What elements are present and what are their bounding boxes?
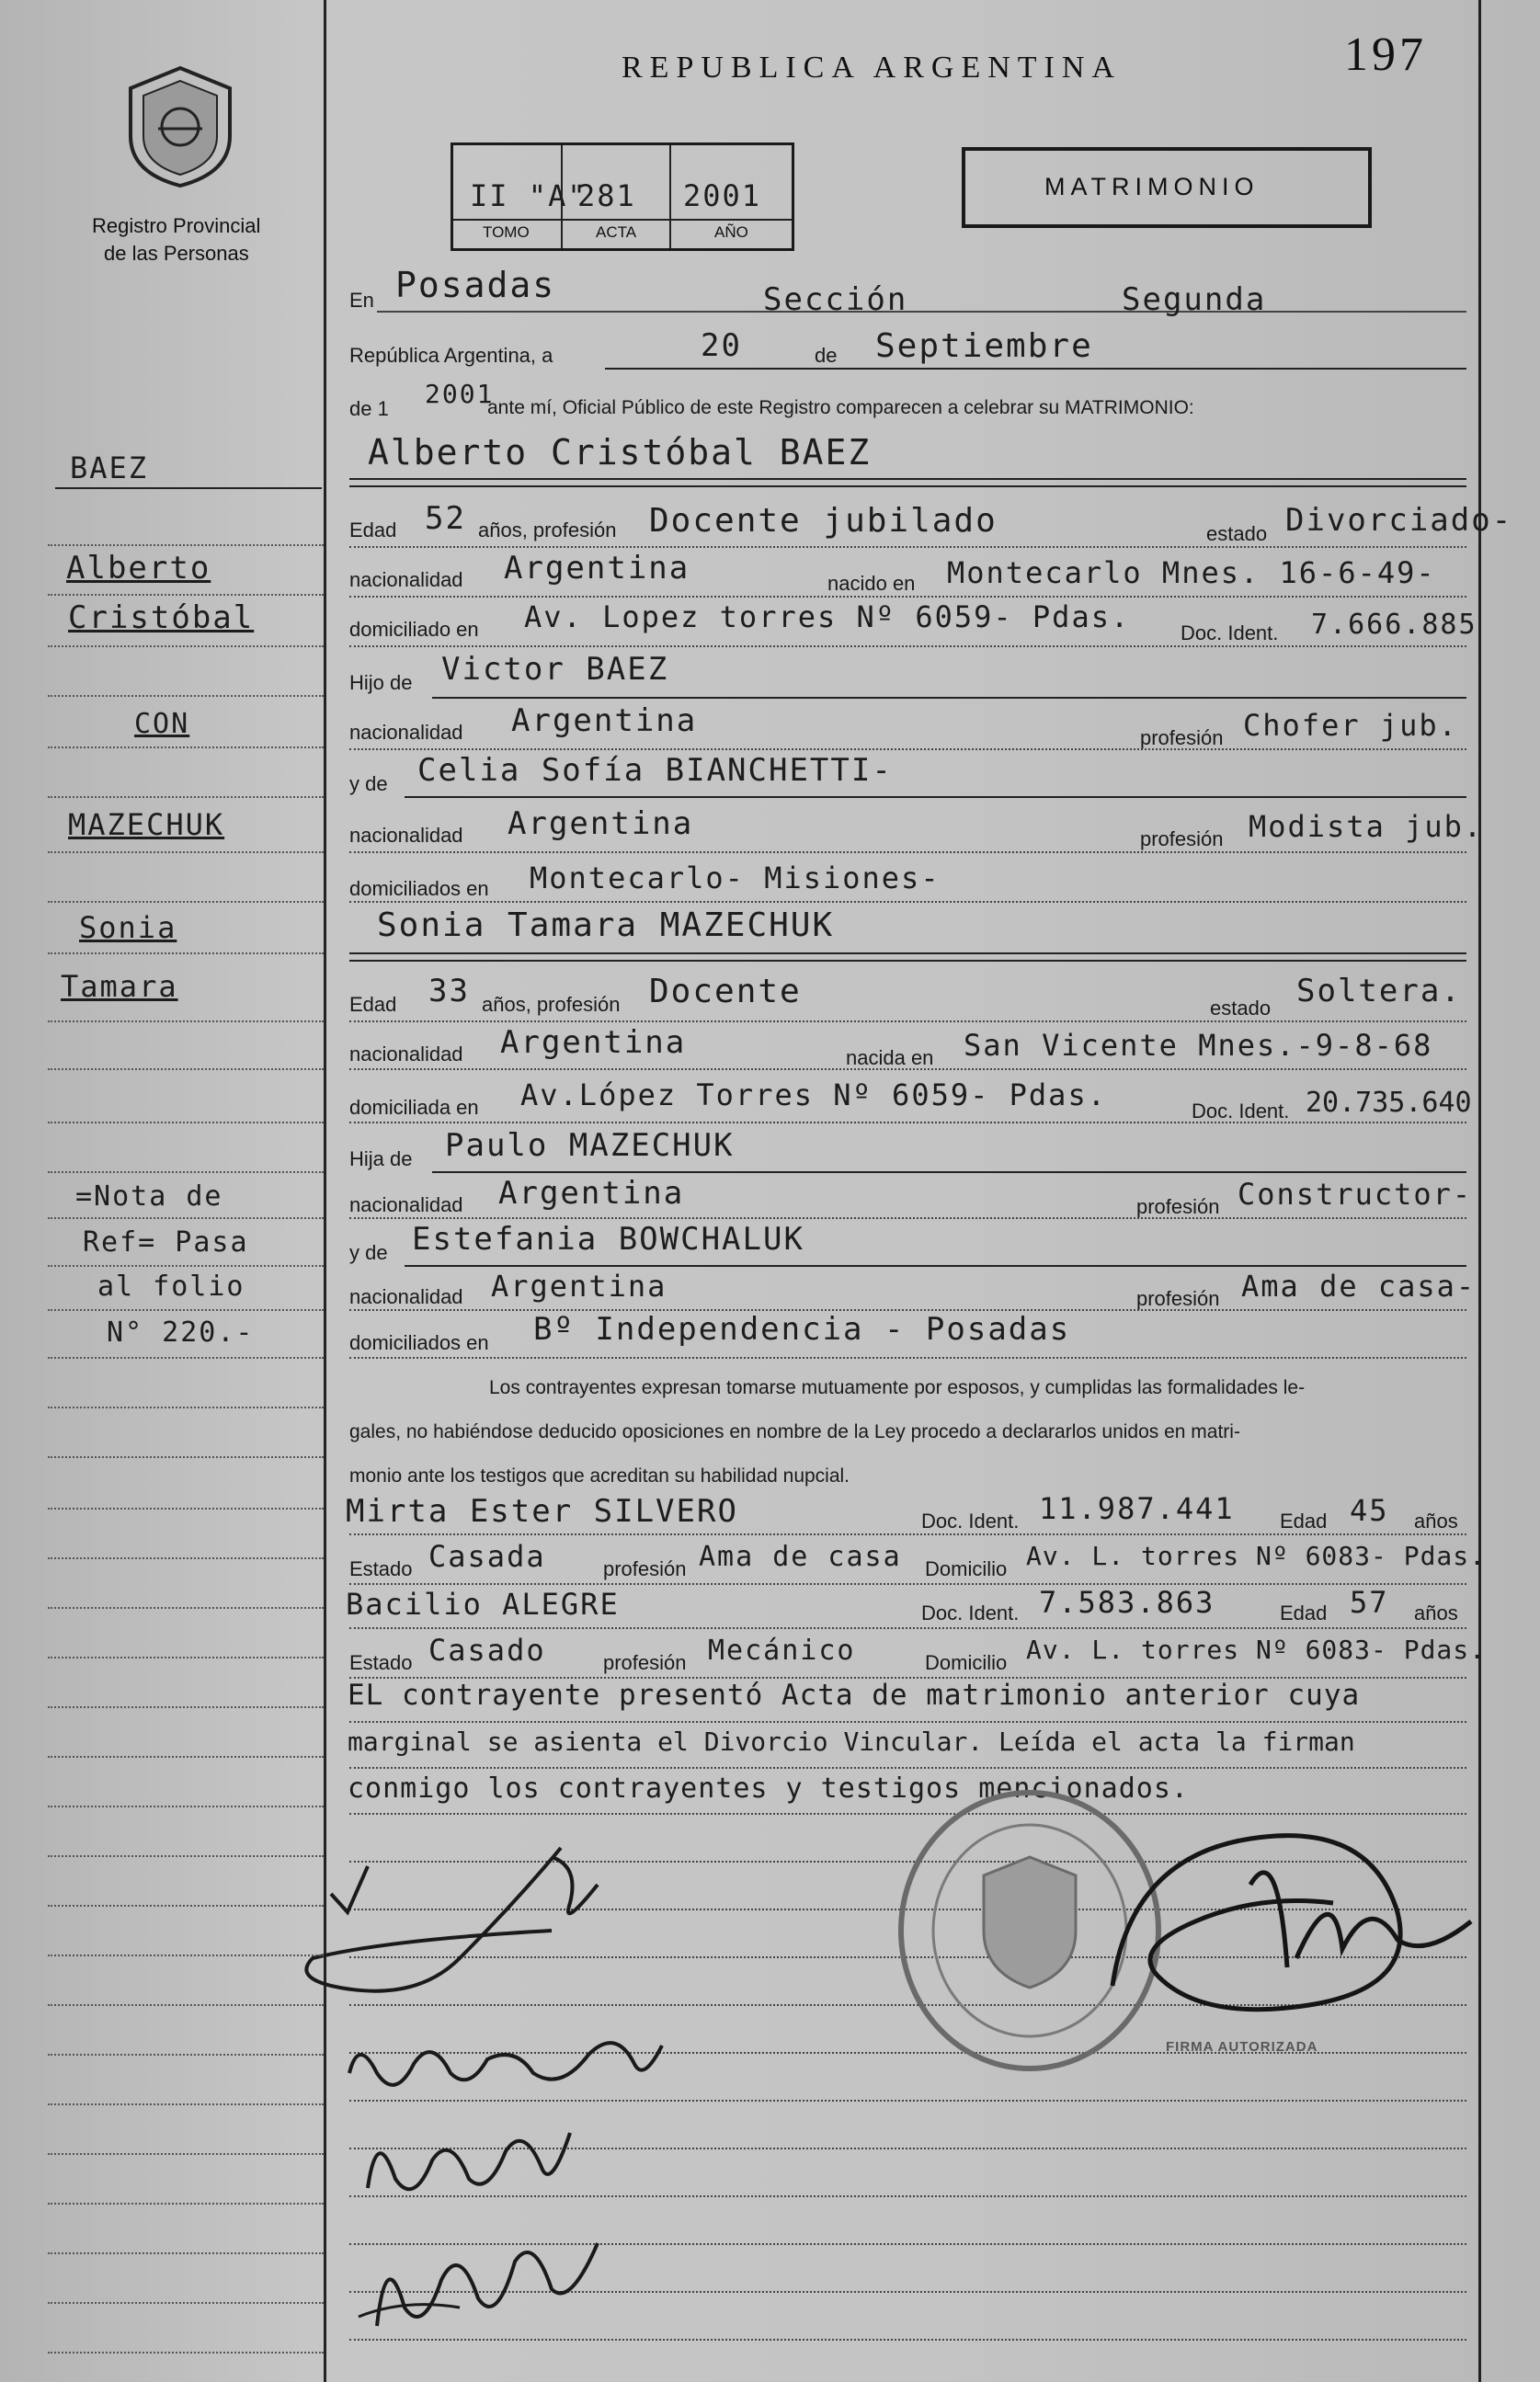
bride-father-prof-label: profesión bbox=[1136, 1195, 1220, 1218]
witness1-edad-label: Edad bbox=[1280, 1510, 1328, 1533]
margin-surname1: BAEZ bbox=[70, 450, 149, 485]
groom-parents-dom-label: domiciliados en bbox=[349, 877, 489, 900]
left-column-rule bbox=[324, 0, 326, 2382]
groom-estado: Divorciado- bbox=[1285, 502, 1513, 539]
groom-father-nac: Argentina bbox=[511, 702, 698, 739]
registry-name-line1: Registro Provincial bbox=[92, 214, 261, 237]
groom-mother-nac: Argentina bbox=[508, 805, 694, 842]
month-value: Septiembre bbox=[875, 327, 1093, 365]
bride-doc: 20.735.640 bbox=[1306, 1087, 1472, 1119]
witness2-doc-label: Doc. Ident. bbox=[921, 1601, 1020, 1624]
witness2-edad: 57 bbox=[1350, 1585, 1389, 1620]
acta-value: 281 bbox=[577, 178, 636, 213]
witness2-edad-label: Edad bbox=[1280, 1601, 1328, 1624]
groom-father-prof-label: profesión bbox=[1140, 726, 1224, 749]
groom-parents-domicilio: Montecarlo- Misiones- bbox=[530, 860, 941, 895]
groom-dom-label: domiciliado en bbox=[349, 618, 479, 641]
ano-label: AÑO bbox=[714, 223, 748, 241]
groom-yde-label: y de bbox=[349, 772, 388, 795]
groom-mother-nac-label: nacionalidad bbox=[349, 824, 463, 847]
bride-estado-label: estado bbox=[1210, 997, 1272, 1020]
groom-edad-label: Edad bbox=[349, 519, 397, 541]
groom-mother-prof-label: profesión bbox=[1140, 827, 1224, 850]
bride-domicilio: Av.López Torres Nº 6059- Pdas. bbox=[520, 1077, 1107, 1112]
groom-doc-label: Doc. Ident. bbox=[1181, 621, 1279, 644]
witness1-domicilio: Av. L. torres Nº 6083- Pdas. bbox=[1026, 1541, 1487, 1571]
bride-hija-label: Hija de bbox=[349, 1147, 413, 1170]
witness2-domicilio: Av. L. torres Nº 6083- Pdas. bbox=[1026, 1635, 1487, 1665]
groom-domicilio: Av. Lopez torres Nº 6059- Pdas. bbox=[524, 599, 1131, 634]
groom-edad: 52 bbox=[425, 500, 466, 537]
witness1-domicilio-label: Domicilio bbox=[925, 1557, 1008, 1580]
witness1-estado: Casada bbox=[428, 1539, 546, 1574]
bride-nacida: San Vicente Mnes.-9-8-68 bbox=[964, 1028, 1433, 1063]
bride-anos-profesion-label: años, profesión bbox=[482, 993, 621, 1016]
bride-edad: 33 bbox=[428, 973, 470, 1009]
declaration-line2: gales, no habiéndose deducido oposiciones en nombre de la Ley procedo a declararlos unidos en matri- bbox=[349, 1421, 1240, 1442]
bride-full-name: Sonia Tamara MAZECHUK bbox=[377, 906, 835, 944]
bride-edad-label: Edad bbox=[349, 993, 397, 1016]
bride-estado: Soltera. bbox=[1296, 973, 1462, 1009]
bride-mother: Estefania BOWCHALUK bbox=[412, 1221, 804, 1258]
groom-hijo-label: Hijo de bbox=[349, 671, 413, 694]
groom-estado-label: estado bbox=[1206, 522, 1268, 545]
witness1-profesion-label: profesión bbox=[603, 1557, 687, 1580]
margin-name1b: Cristóbal bbox=[68, 599, 255, 636]
witness2-anos-label: años bbox=[1414, 1601, 1458, 1624]
signature-witness2-icon bbox=[349, 2206, 625, 2344]
signature-bride-icon bbox=[340, 2009, 671, 2110]
bride-nacida-label: nacida en bbox=[846, 1046, 934, 1069]
bride-parents-domicilio: Bº Independencia - Posadas bbox=[533, 1311, 1071, 1348]
witness2-estado-label: Estado bbox=[349, 1651, 413, 1674]
groom-nacido: Montecarlo Mnes. 16-6-49- bbox=[947, 555, 1436, 590]
groom-nacionalidad: Argentina bbox=[504, 550, 690, 587]
groom-doc: 7.666.885 bbox=[1311, 609, 1477, 641]
witness2-name: Bacilio ALEGRE bbox=[346, 1587, 620, 1622]
authorized-signature-stamp-text: FIRMA AUTORIZADA bbox=[1166, 2039, 1318, 2055]
witness2-profesion: Mecánico bbox=[708, 1635, 856, 1667]
groom-father: Victor BAEZ bbox=[441, 651, 669, 688]
witness1-doc: 11.987.441 bbox=[1039, 1491, 1235, 1526]
witness1-name: Mirta Ester SILVERO bbox=[346, 1493, 738, 1530]
observation-line1: EL contrayente presentó Acta de matrimonio anterior cuya bbox=[348, 1679, 1361, 1712]
en-label: En bbox=[349, 289, 374, 312]
margin-note-line4: N° 220.- bbox=[107, 1316, 255, 1349]
witness2-doc: 7.583.863 bbox=[1039, 1585, 1215, 1620]
margin-name1a: Alberto bbox=[66, 550, 211, 587]
republic-label: República Argentina, a bbox=[349, 344, 553, 367]
witness2-estado: Casado bbox=[428, 1633, 546, 1668]
intro-text: ante mí, Oficial Público de este Registro comparecen a celebrar su MATRIMONIO: bbox=[487, 397, 1194, 418]
country-title: REPUBLICA ARGENTINA bbox=[622, 51, 1122, 85]
bride-profesion: Docente bbox=[649, 973, 802, 1010]
page-number: 197 bbox=[1344, 28, 1427, 81]
registry-name-line2: de las Personas bbox=[104, 242, 249, 265]
bride-father: Paulo MAZECHUK bbox=[445, 1127, 735, 1164]
groom-mother-prof: Modista jub. bbox=[1249, 809, 1484, 844]
year-value: 2001 bbox=[425, 379, 495, 409]
bride-nac-label: nacionalidad bbox=[349, 1043, 463, 1066]
witness1-anos-label: años bbox=[1414, 1510, 1458, 1533]
section-value: Segunda bbox=[1122, 281, 1267, 318]
bride-father-nac: Argentina bbox=[498, 1175, 685, 1212]
declaration-line3: monio ante los testigos que acreditan su habilidad nupcial. bbox=[349, 1465, 850, 1487]
record-type-label: MATRIMONIO bbox=[1044, 173, 1260, 200]
bride-dom-label: domiciliada en bbox=[349, 1096, 479, 1119]
margin-name2a: Sonia bbox=[79, 910, 177, 945]
observation-line3: conmigo los contrayentes y testigos mencionados. bbox=[348, 1772, 1189, 1805]
provincial-seal-icon bbox=[121, 63, 239, 191]
margin-note-line1: =Nota de bbox=[75, 1180, 223, 1213]
margin-note-line2: Ref= Pasa bbox=[83, 1226, 249, 1259]
observation-line2: marginal se asienta el Divorcio Vincular. Leída el acta la firman bbox=[348, 1727, 1355, 1757]
witness1-edad: 45 bbox=[1350, 1493, 1389, 1528]
bride-mother-nac-label: nacionalidad bbox=[349, 1285, 463, 1308]
bride-yde-label: y de bbox=[349, 1241, 388, 1264]
tomo-value: II "A" bbox=[470, 178, 587, 213]
bride-mother-prof-label: profesión bbox=[1136, 1287, 1220, 1310]
bride-doc-label: Doc. Ident. bbox=[1192, 1100, 1290, 1123]
record-type-box bbox=[962, 147, 1372, 228]
margin-surname2: MAZECHUK bbox=[68, 807, 225, 842]
de-label: de bbox=[815, 344, 838, 367]
signature-groom-icon bbox=[276, 1829, 662, 2013]
bride-nacionalidad: Argentina bbox=[500, 1024, 687, 1061]
witness1-estado-label: Estado bbox=[349, 1557, 413, 1580]
groom-full-name: Alberto Cristóbal BAEZ bbox=[368, 432, 872, 473]
bride-mother-prof: Ama de casa- bbox=[1241, 1269, 1477, 1304]
official-signature-icon bbox=[1094, 1802, 1480, 2041]
ano-value: 2001 bbox=[683, 178, 762, 213]
record-reference-box bbox=[451, 142, 794, 251]
groom-anos-profesion-label: años, profesión bbox=[478, 519, 617, 541]
groom-mother: Celia Sofía BIANCHETTI- bbox=[417, 752, 893, 789]
signature-witness1-icon bbox=[349, 2105, 588, 2216]
year-prefix: de 1 bbox=[349, 397, 389, 420]
bride-parents-dom-label: domiciliados en bbox=[349, 1331, 489, 1354]
bride-father-nac-label: nacionalidad bbox=[349, 1193, 463, 1216]
witness1-doc-label: Doc. Ident. bbox=[921, 1510, 1020, 1533]
place-value: Posadas bbox=[395, 265, 556, 305]
section-label: Sección bbox=[763, 281, 908, 318]
groom-father-prof: Chofer jub. bbox=[1243, 708, 1458, 743]
groom-father-nac-label: nacionalidad bbox=[349, 721, 463, 744]
declaration-line1: Los contrayentes expresan tomarse mutuamente por esposos, y cumplidas las formalidades le- bbox=[489, 1377, 1306, 1398]
bride-father-prof: Constructor- bbox=[1238, 1177, 1473, 1212]
margin-note-line3: al folio bbox=[97, 1271, 245, 1303]
witness1-profesion: Ama de casa bbox=[699, 1541, 902, 1573]
day-value: 20 bbox=[701, 327, 742, 364]
groom-nacido-label: nacido en bbox=[827, 572, 916, 595]
groom-profesion: Docente jubilado bbox=[649, 502, 998, 540]
groom-nac-label: nacionalidad bbox=[349, 568, 463, 591]
margin-con: CON bbox=[134, 708, 190, 740]
acta-label: ACTA bbox=[596, 223, 637, 241]
witness2-domicilio-label: Domicilio bbox=[925, 1651, 1008, 1674]
bride-mother-nac: Argentina bbox=[491, 1269, 667, 1304]
tomo-label: TOMO bbox=[483, 223, 530, 241]
witness2-profesion-label: profesión bbox=[603, 1651, 687, 1674]
margin-name2b: Tamara bbox=[61, 969, 178, 1004]
